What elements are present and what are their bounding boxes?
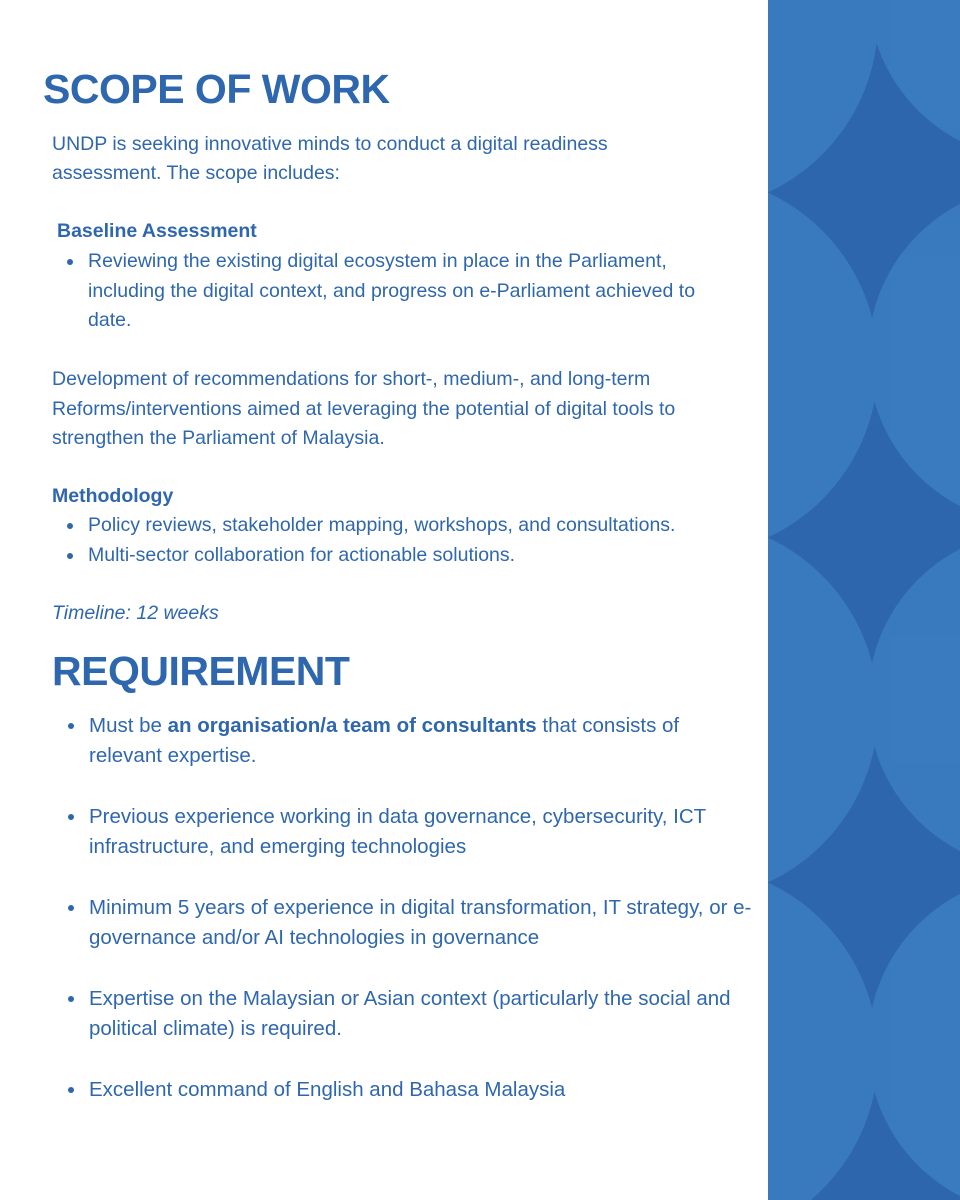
bullet-icon [68, 996, 74, 1002]
baseline-bullet-text: Reviewing the existing digital ecosystem in place in the Parliament, including the digital context, and progress on e-Parliament achieved to date. [88, 250, 696, 331]
list-item [52, 984, 752, 1044]
methodology-heading: Methodology [52, 485, 174, 507]
scope-intro-line-1: UNDP is seeking innovative minds to conduct a digital readiness [52, 133, 608, 155]
circle-pattern [768, 0, 960, 1200]
list-item [52, 541, 742, 571]
requirement-item-1-post: that consists of relevant expertise. [89, 714, 680, 767]
bullet-icon [67, 523, 73, 529]
development-paragraph: Development of recommendations for short-, medium-, and long-term Reforms/interventions aimed at leveraging the potential of digital tools to strengthen the Parliament of Malaysia. [52, 368, 676, 449]
baseline-heading: Baseline Assessment [57, 220, 257, 242]
requirement-item-text: Previous experience working in data governance, cybersecurity, ICT infrastructure, and emerging technologies [89, 805, 706, 858]
bullet-icon [68, 723, 74, 729]
list-item [52, 893, 752, 953]
scope-title: SCOPE OF WORK [43, 66, 390, 112]
list-item [52, 1075, 752, 1105]
requirement-item-text: Excellent command of English and Bahasa Malaysia [89, 1078, 566, 1101]
requirement-list [52, 711, 752, 1136]
scope-intro-line-2: assessment. The scope includes: [52, 162, 340, 184]
list-item [52, 711, 752, 771]
methodology-item-text: Multi-sector collaboration for actionable solutions. [88, 543, 516, 566]
baseline-list [52, 247, 732, 336]
list-item [52, 802, 752, 862]
requirement-title: REQUIREMENT [52, 648, 350, 694]
requirement-item-1-pre: Must be [89, 714, 168, 737]
requirement-item-text: Minimum 5 years of experience in digital transformation, IT strategy, or e-governance and/or AI technologies in governance [89, 896, 752, 949]
bullet-icon [68, 1087, 74, 1093]
methodology-list [52, 511, 742, 570]
methodology-item-text: Policy reviews, stakeholder mapping, workshops, and consultations. [88, 514, 676, 536]
bullet-icon [68, 905, 74, 911]
requirement-item-1-bold: an organisation/a team of consultants [167, 714, 537, 737]
timeline-text: Timeline: 12 weeks [52, 602, 219, 624]
list-item [52, 247, 732, 336]
list-item [52, 511, 742, 541]
bullet-icon [67, 553, 73, 559]
decorative-side-panel [768, 0, 960, 1200]
bullet-icon [68, 814, 74, 820]
bullet-icon [67, 259, 73, 265]
requirement-item-text: Expertise on the Malaysian or Asian context (particularly the social and political climate) is required. [89, 987, 731, 1040]
